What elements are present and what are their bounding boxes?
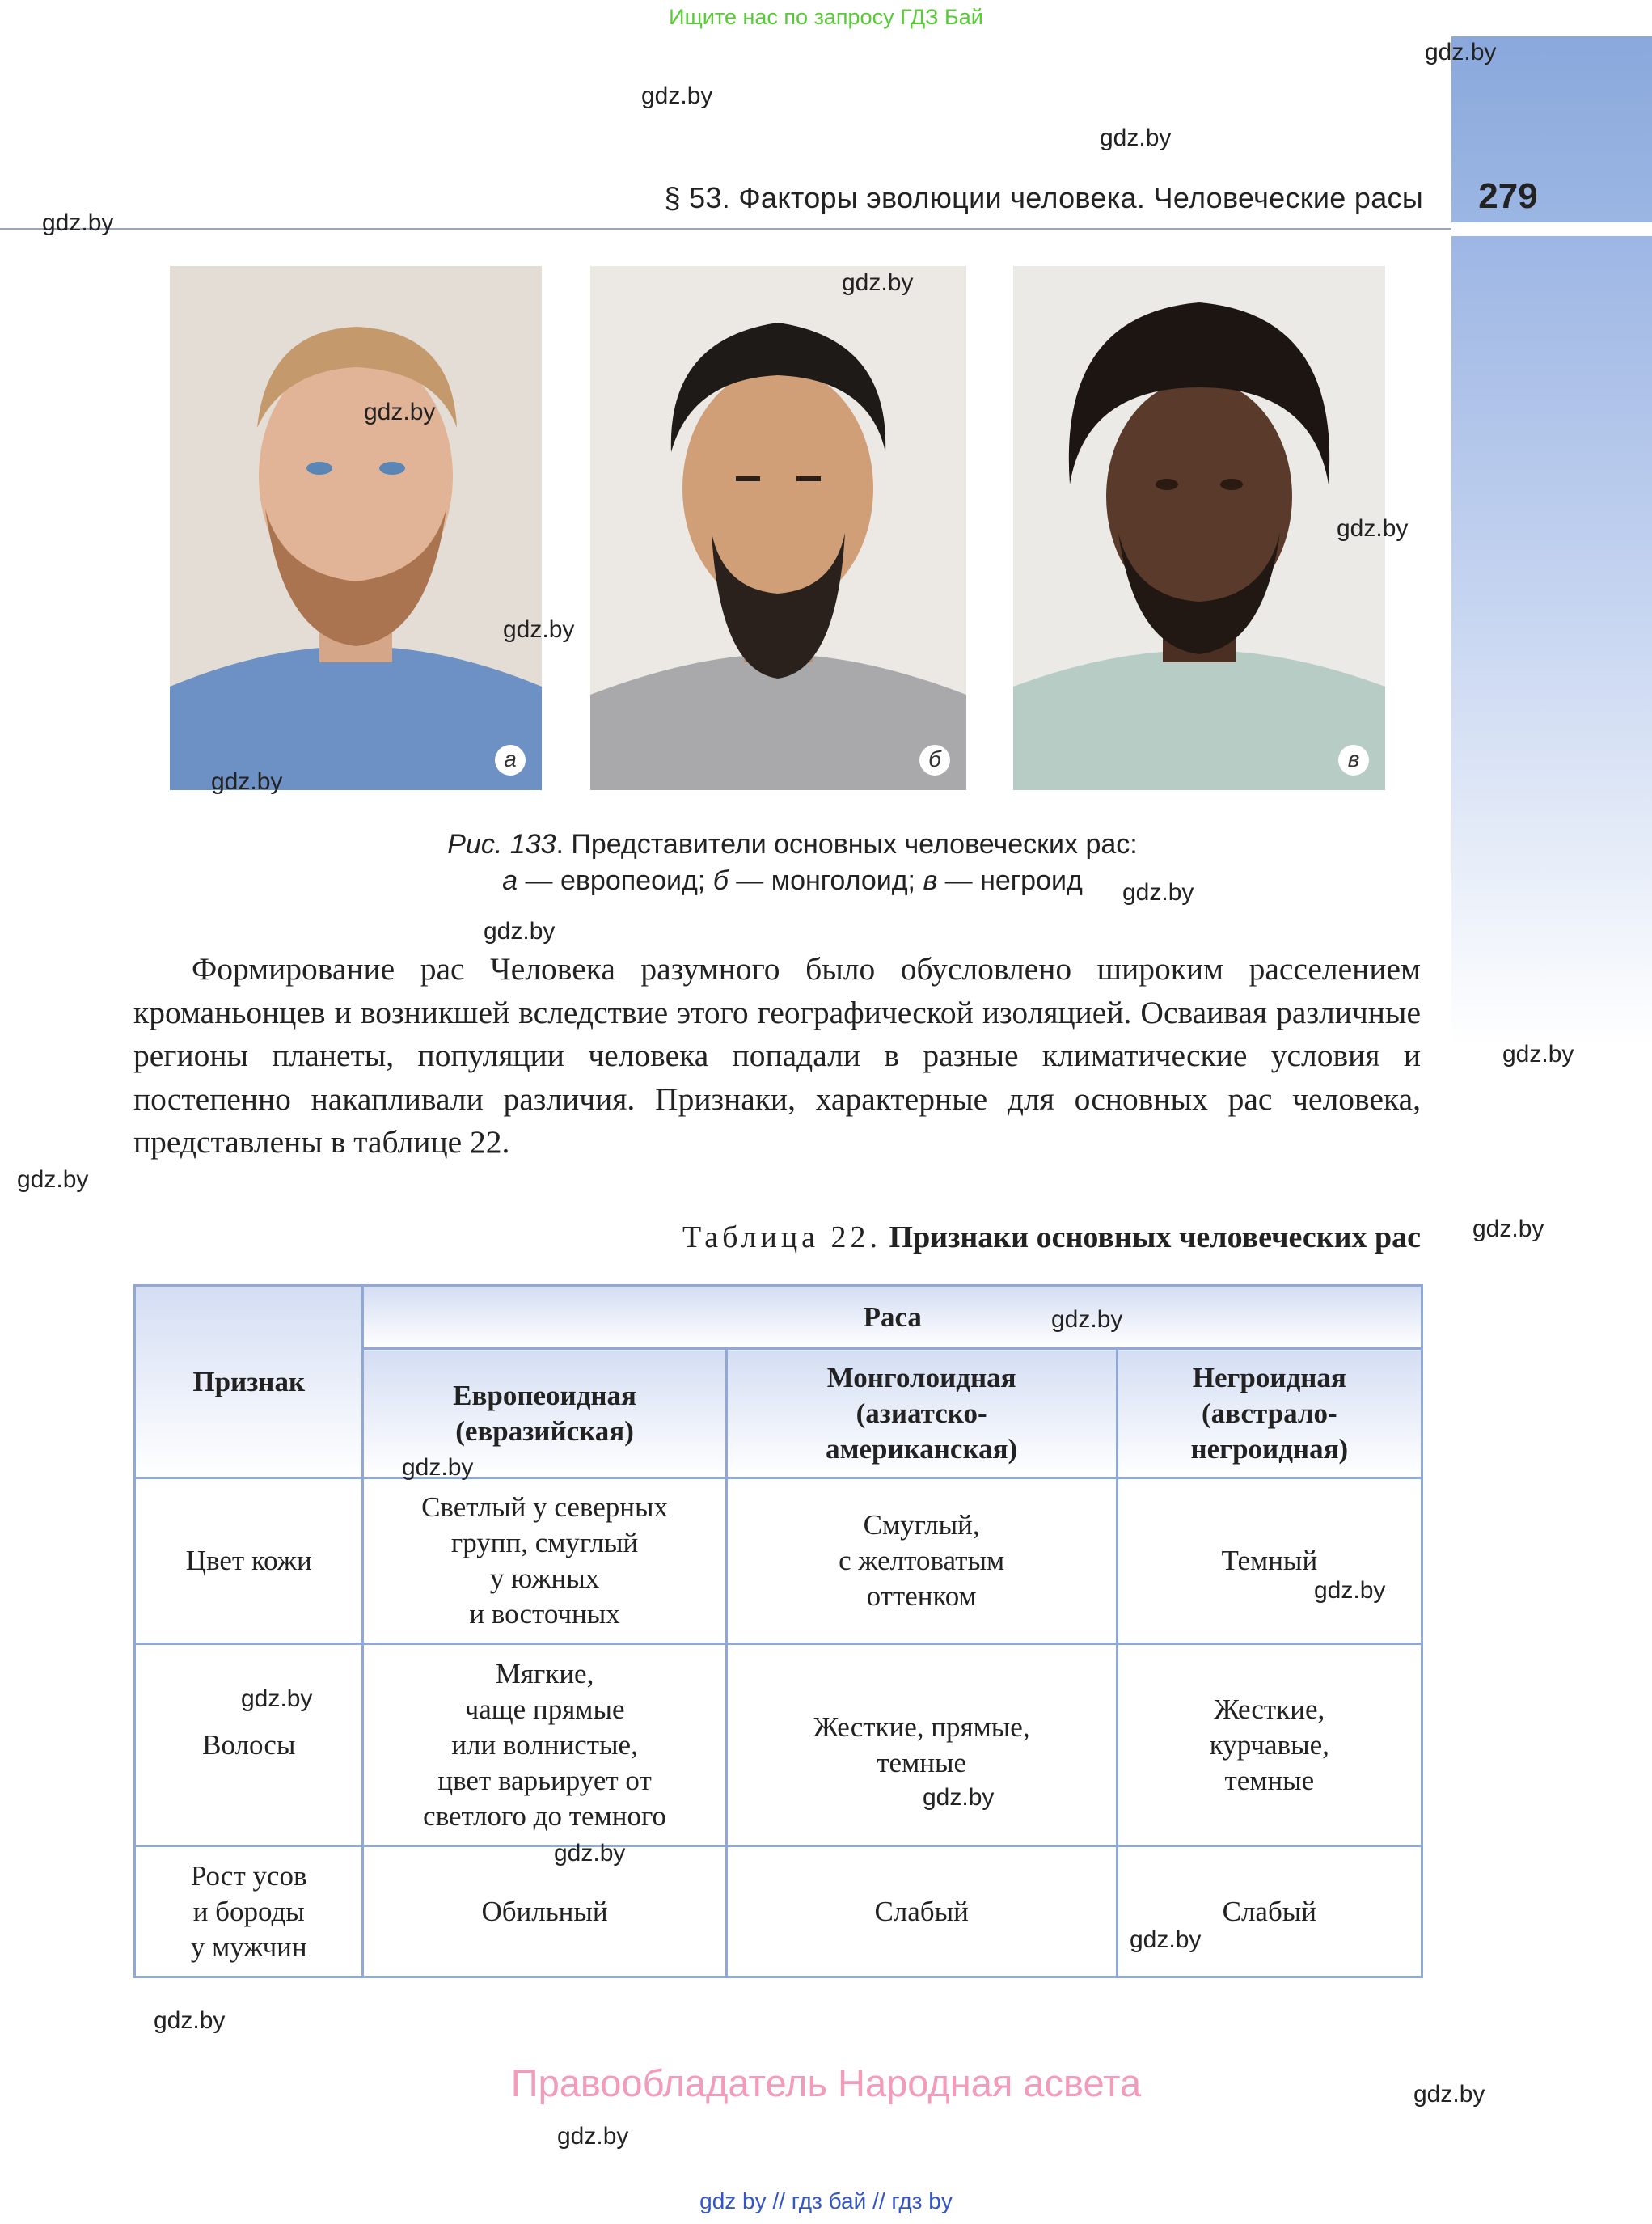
page-number: 279 bbox=[1478, 176, 1538, 216]
feature-cell: Рост усов и бороды у мужчин bbox=[135, 1846, 363, 1977]
value-cell: Слабый bbox=[726, 1846, 1117, 1977]
watermark: gdz.by bbox=[42, 209, 114, 236]
header-race-europeoid: Европеоидная (евразийская) bbox=[363, 1349, 726, 1478]
footer-links[interactable]: gdz by // гдз бай // гдз by bbox=[699, 2188, 953, 2213]
value-cell: Слабый bbox=[1117, 1846, 1422, 1977]
feature-cell: Цвет кожи bbox=[135, 1478, 363, 1644]
photo-label-b: б bbox=[919, 745, 950, 776]
watermark: gdz.by bbox=[557, 2123, 629, 2150]
body-paragraph: Формирование рас Человека разумного было обусловлено широким расселением кроманьонцев и возникшей вследствие этого географической изоляцией. Осваивая различные регионы планеты, популяции человека попадали в разные климатические условия и постепенно накапливали различия. Признаки, характерные для основных рас человека, представлены в таблице 22. bbox=[133, 951, 1421, 1160]
watermark: gdz.by bbox=[1502, 1041, 1574, 1068]
caption-text-c: — негроид bbox=[937, 865, 1083, 896]
watermark: gdz.by bbox=[211, 768, 283, 795]
value-cell: Смуглый, с желтоватым оттенком bbox=[726, 1478, 1117, 1644]
watermark: gdz.by bbox=[641, 82, 713, 109]
value-cell: Жесткие, курчавые, темные bbox=[1117, 1644, 1422, 1846]
caption-letter-b: б bbox=[712, 865, 729, 896]
watermark: gdz.by bbox=[1122, 879, 1194, 906]
watermark: gdz.by bbox=[1425, 39, 1497, 66]
watermark: gdz.by bbox=[241, 1685, 313, 1712]
watermark: gdz.by bbox=[1472, 1216, 1544, 1242]
table-row bbox=[135, 1478, 1422, 1644]
value-cell: Светлый у северных групп, смуглый у южных и восточных bbox=[363, 1478, 726, 1644]
value-cell: Мягкие, чаще прямые или волнистые, цвет варьирует от светлого до темного bbox=[363, 1644, 726, 1846]
photo-europeoid bbox=[170, 266, 542, 790]
table-row bbox=[135, 1846, 1422, 1977]
watermark: gdz.by bbox=[1413, 2081, 1485, 2108]
caption-line-1 bbox=[267, 827, 1318, 863]
top-banner: Ищите нас по запросу ГДЗ Бай bbox=[669, 5, 983, 29]
photo-negroid bbox=[1013, 266, 1385, 790]
watermark: gdz.by bbox=[1337, 515, 1409, 542]
value-cell: Жесткие, прямые, темные bbox=[726, 1644, 1117, 1846]
watermark: gdz.by bbox=[364, 399, 436, 425]
watermark: gdz.by bbox=[1051, 1306, 1123, 1333]
caption-text-b: — монголоид; bbox=[728, 865, 923, 896]
feature-cell: Волосы bbox=[135, 1644, 363, 1846]
table-title: Признаки основных человеческих рас bbox=[889, 1220, 1421, 1254]
table-caption bbox=[485, 1220, 1421, 1255]
watermark: gdz.by bbox=[402, 1454, 474, 1481]
watermark: gdz.by bbox=[554, 1840, 626, 1867]
table-number: Таблица 22. bbox=[682, 1220, 882, 1254]
caption-title: . Представители основных человеческих рас: bbox=[556, 829, 1138, 860]
watermark: gdz.by bbox=[1314, 1577, 1386, 1604]
photo-mongoloid bbox=[590, 266, 966, 790]
watermark: gdz.by bbox=[923, 1784, 995, 1811]
header-race: Раса bbox=[363, 1286, 1422, 1349]
header-race-mongoloid: Монголоидная (азиатско- американская) bbox=[726, 1349, 1117, 1478]
side-tab-gradient bbox=[1451, 236, 1652, 1045]
watermark: gdz.by bbox=[503, 616, 575, 643]
watermark: gdz.by bbox=[484, 918, 556, 945]
watermark: gdz.by bbox=[1100, 125, 1172, 151]
race-features-table bbox=[133, 1284, 1423, 1978]
value-cell: Темный bbox=[1117, 1478, 1422, 1644]
caption-letter-c: в bbox=[923, 865, 938, 896]
photo-label-a: а bbox=[495, 745, 526, 776]
caption-figure-number: Рис. 133 bbox=[447, 829, 556, 860]
table-row bbox=[135, 1644, 1422, 1846]
caption-text-a: — европеоид; bbox=[518, 865, 713, 896]
caption-letter-a: а bbox=[502, 865, 518, 896]
section-title: § 53. Факторы эволюции человека. Человеческие расы bbox=[664, 181, 1423, 214]
watermark: gdz.by bbox=[842, 269, 914, 296]
header-race-negroid: Негроидная (австрало- негроидная) bbox=[1117, 1349, 1422, 1478]
watermark: gdz.by bbox=[154, 2007, 226, 2034]
watermark: gdz.by bbox=[17, 1166, 89, 1193]
value-cell: Обильный bbox=[363, 1846, 726, 1977]
header-feature: Признак bbox=[135, 1286, 363, 1478]
photo-label-c: в bbox=[1338, 745, 1369, 776]
copyright-notice: Правообладатель Народная асвета bbox=[510, 2061, 1142, 2104]
watermark: gdz.by bbox=[1130, 1926, 1202, 1953]
header-rule bbox=[0, 228, 1451, 230]
